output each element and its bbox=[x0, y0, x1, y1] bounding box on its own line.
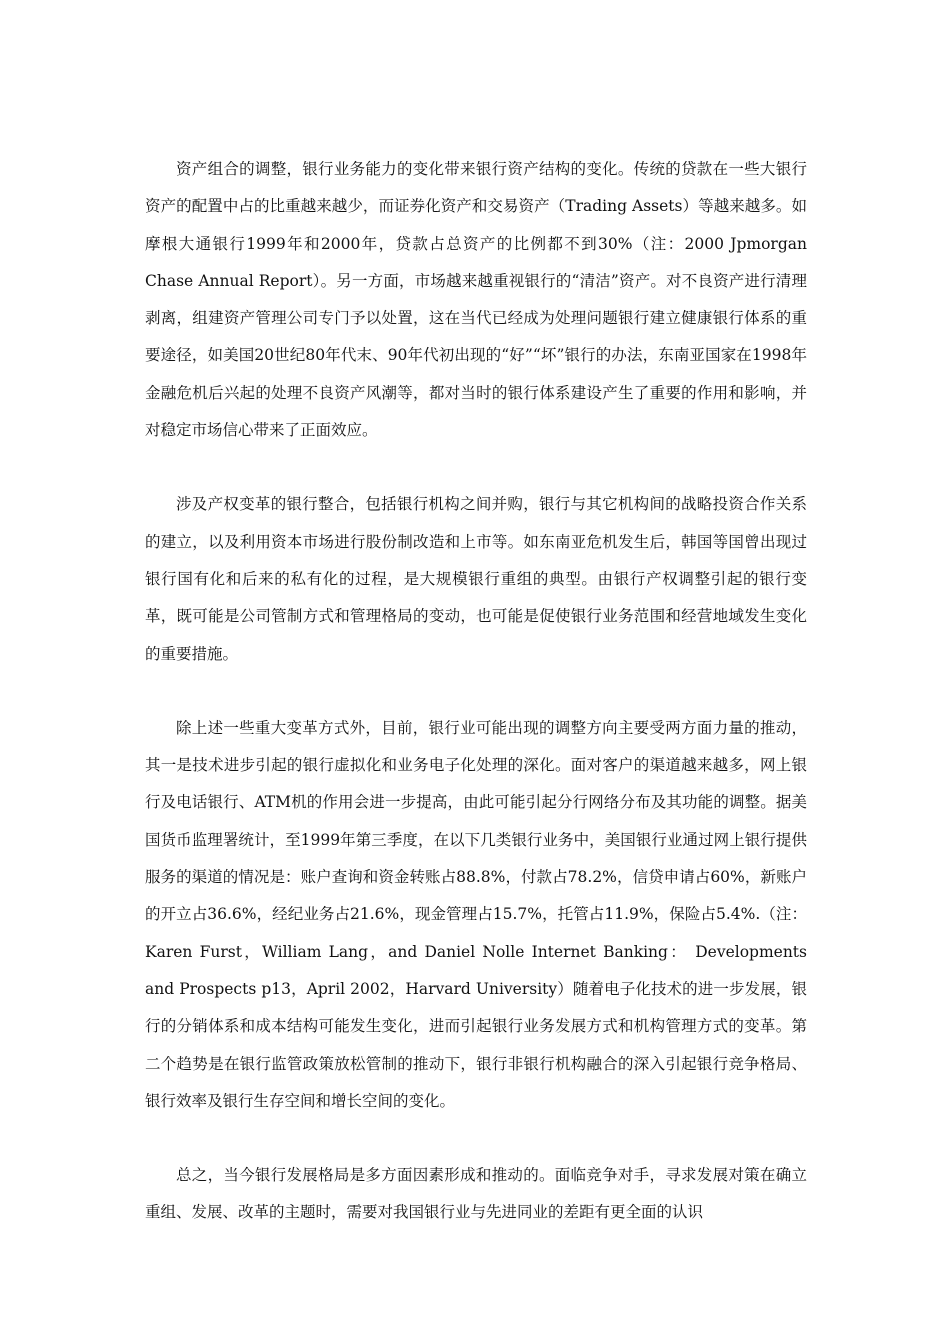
paragraph-asset-restructuring: 资产组合的调整，银行业务能力的变化带来银行资产结构的变化。传统的贷款在一些大银行资产的配置中占的比重越来越少，而证券化资产和交易资产（Trading Assets）等越来越多。如摩根大通银行1999年和2000年，贷款占总资产的比例都不到30%（注：2000 Jpmorgan Chase Annual Report）。另一方面，市场越来越重视银行的“清洁”资产。对不良资产进行清理剥离，组建资产管理公司专门予以处置，这在当代已经成为处理问题银行建立健康银行体系的重要途径，如美国20世纪80年代末、90年代初出现的“好”“坏”银行的办法，东南亚国家在1998年金融危机后兴起的处理不良资产风潮等，都对当时的银行体系建设产生了重要的作用和影响，并对稳定市场信心带来了正面效应。 bbox=[145, 160, 807, 440]
document-body bbox=[145, 151, 807, 1232]
paragraph-conclusion: 总之，当今银行发展格局是多方面因素形成和推动的。面临竞争对手，寻求发展对策在确立重组、发展、改革的主题时，需要对我国银行业与先进同业的差距有更全面的认识 bbox=[145, 1166, 807, 1222]
paragraph-property-rights-reform: 涉及产权变革的银行整合，包括银行机构之间并购，银行与其它机构间的战略投资合作关系的建立，以及利用资本市场进行股份制改造和上市等。如东南亚危机发生后，韩国等国曾出现过银行国有化和后来的私有化的过程，是大规模银行重组的典型。由银行产权调整引起的银行变革，既可能是公司管制方式和管理格局的变动，也可能是促使银行业务范围和经营地域发生变化的重要措施。 bbox=[145, 495, 807, 663]
paragraph-adjustment-trends: 除上述一些重大变革方式外，目前，银行业可能出现的调整方向主要受两方面力量的推动，其一是技术进步引起的银行虚拟化和业务电子化处理的深化。面对客户的渠道越来越多，网上银行及电话银行、ATM机的作用会进一步提高，由此可能引起分行网络分布及其功能的调整。据美国货币监理署统计，至1999年第三季度，在以下几类银行业务中，美国银行业通过网上银行提供服务的渠道的情况是：账户查询和资金转账占88.8%，付款占78.2%，信贷申请占60%，新账户的开立占36.6%，经纪业务占21.6%，现金管理占15.7%，托管占11.9%，保险占5.4%.（注：Karen Furst，William Lang，and Daniel Nolle Internet Banking： Developments and Prospects p13，April 2002，Harvard University）随着电子化技术的进一步发展，银行的分销体系和成本结构可能发生变化，进而引起银行业务发展方式和机构管理方式的变革。第二个趋势是在银行监管政策放松管制的推动下，银行非银行机构融合的深入引起银行竞争格局、银行效率及银行生存空间和增长空间的变化。 bbox=[145, 718, 807, 1110]
